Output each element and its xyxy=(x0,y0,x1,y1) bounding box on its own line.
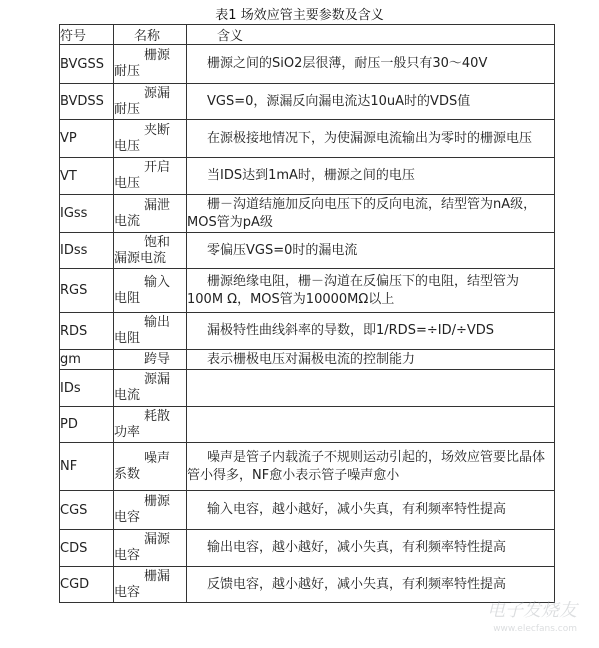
param-name-line2: 耐压 xyxy=(114,101,141,117)
param-name xyxy=(114,158,187,195)
param-meaning-text: VGS=0，源漏反向漏电流达10uA时的VDS值 xyxy=(207,93,471,109)
table-row xyxy=(60,530,555,567)
table-row xyxy=(60,407,555,443)
param-name xyxy=(114,195,187,233)
param-meaning-text: 输入电容，越小越好，减小失真，有利频率特性提高 xyxy=(207,502,507,517)
table-row xyxy=(60,491,555,530)
table-caption: 表1 场效应管主要参数及含义 xyxy=(215,8,384,23)
header-symbol: 符号 xyxy=(60,25,114,45)
param-name xyxy=(114,313,187,350)
table-row xyxy=(60,269,555,313)
param-symbol: CGD xyxy=(60,567,114,603)
param-name-line1: 噪声 xyxy=(144,450,171,466)
param-meaning-text: 输出电容，越小越好，减小失真，有利频率特性提高 xyxy=(207,540,507,555)
param-meaning-text: 反馈电容，越小越好，减小失真，有利频率特性提高 xyxy=(207,576,507,592)
param-meaning-text: 栅源绝缘电阻，栅－沟道在反偏压下的电阻，结型管为100M Ω，MOS管为10000MΩ以上 xyxy=(187,273,520,307)
table-row xyxy=(60,120,555,158)
param-symbol: gm xyxy=(60,350,114,370)
param-name xyxy=(114,567,187,603)
param-name xyxy=(114,407,187,443)
table-row xyxy=(60,233,555,269)
param-name-line2: 电压 xyxy=(114,138,141,154)
table-row xyxy=(60,370,555,407)
param-name-line1: 源漏 xyxy=(144,372,171,387)
table-row xyxy=(60,45,555,84)
param-meaning xyxy=(187,407,555,443)
param-meaning xyxy=(187,84,555,120)
param-symbol: BVGSS xyxy=(60,45,114,84)
param-name-line2: 系数 xyxy=(114,466,141,482)
param-symbol: VT xyxy=(60,158,114,195)
param-meaning xyxy=(187,370,555,407)
param-symbol: BVDSS xyxy=(60,84,114,120)
param-name-line1: 输出 xyxy=(144,315,171,330)
parameter-table xyxy=(59,24,555,603)
param-name-line2: 漏源电流 xyxy=(114,250,167,266)
watermark-logo xyxy=(467,586,577,634)
table-row xyxy=(60,195,555,233)
param-name-line1: 源漏 xyxy=(144,85,171,101)
header-row xyxy=(60,25,555,45)
param-meaning xyxy=(187,120,555,158)
param-symbol: IGss xyxy=(60,195,114,233)
param-name-line2: 电阻 xyxy=(114,331,141,346)
param-symbol: RDS xyxy=(60,313,114,350)
table-row xyxy=(60,84,555,120)
param-name-line1: 跨导 xyxy=(144,351,171,367)
param-symbol: CGS xyxy=(60,491,114,530)
param-meaning-text: 漏极特性曲线斜率的导数，即1/RDS=÷ID/÷VDS xyxy=(207,323,495,338)
param-name-line2: 耐压 xyxy=(114,64,141,79)
param-name-line1: 饱和 xyxy=(144,234,171,250)
param-name-line1: 输入 xyxy=(144,274,171,290)
header-meaning: 含义 xyxy=(187,25,555,45)
param-name xyxy=(114,350,187,370)
param-name-line1: 栅漏 xyxy=(144,568,171,584)
param-name-line1: 栅源 xyxy=(144,494,171,509)
watermark-url: www.elecfans.com xyxy=(493,624,577,634)
param-meaning xyxy=(187,443,555,491)
param-name xyxy=(114,491,187,530)
param-meaning xyxy=(187,530,555,567)
param-meaning xyxy=(187,158,555,195)
param-symbol: IDss xyxy=(60,233,114,269)
watermark-text: 电子发烧友 xyxy=(487,600,577,621)
param-name-line2: 电容 xyxy=(114,548,141,563)
param-meaning xyxy=(187,350,555,370)
param-name xyxy=(114,45,187,84)
param-symbol: NF xyxy=(60,443,114,491)
param-name-line2: 电容 xyxy=(114,584,141,600)
param-meaning-text: 零偏压VGS=0时的漏电流 xyxy=(207,242,358,258)
param-name-line2: 电容 xyxy=(114,510,141,525)
param-meaning-text: 表示栅极电压对漏极电流的控制能力 xyxy=(207,351,416,367)
param-name-line2: 电压 xyxy=(114,176,141,191)
param-meaning-text: 噪声是管子内载流子不规则运动引起的，场效应管要比晶体管小得多，NF愈小表示管子噪声愈小 xyxy=(187,449,546,483)
param-name xyxy=(114,443,187,491)
param-name-line1: 栅源 xyxy=(144,48,171,63)
table-row xyxy=(60,350,555,370)
param-name-line1: 漏泄 xyxy=(144,197,171,213)
param-name xyxy=(114,233,187,269)
param-name-line2: 电阻 xyxy=(114,290,141,306)
param-symbol: VP xyxy=(60,120,114,158)
param-name xyxy=(114,269,187,313)
param-meaning xyxy=(187,313,555,350)
header-name: 名称 xyxy=(114,25,187,45)
param-meaning-text: 栅源之间的SiO2层很薄，耐压一般只有30～40V xyxy=(207,56,488,71)
param-name-line2: 功率 xyxy=(114,424,141,440)
param-name-line1: 开启 xyxy=(144,160,171,175)
param-name xyxy=(114,120,187,158)
param-symbol: RGS xyxy=(60,269,114,313)
param-meaning xyxy=(187,233,555,269)
table-row xyxy=(60,443,555,491)
param-meaning xyxy=(187,195,555,233)
table-row xyxy=(60,158,555,195)
param-name-line2: 电流 xyxy=(114,213,141,229)
param-name xyxy=(114,84,187,120)
param-meaning xyxy=(187,45,555,84)
param-symbol: PD xyxy=(60,407,114,443)
param-meaning xyxy=(187,491,555,530)
param-meaning-text: 栅－沟道结施加反向电压下的反向电流，结型管为nA级，MOS管为pA级 xyxy=(187,196,537,230)
param-name xyxy=(114,530,187,567)
param-meaning-text: 在源极接地情况下，为使漏源电流输出为零时的栅源电压 xyxy=(207,130,533,146)
param-symbol: IDs xyxy=(60,370,114,407)
param-meaning-text: 当IDS达到1mA时，栅源之间的电压 xyxy=(207,168,415,183)
param-symbol: CDS xyxy=(60,530,114,567)
param-name-line1: 夹断 xyxy=(144,122,171,138)
param-meaning xyxy=(187,269,555,313)
param-name-line1: 漏源 xyxy=(144,532,171,547)
param-name xyxy=(114,370,187,407)
param-name-line1: 耗散 xyxy=(144,408,171,424)
table-row xyxy=(60,313,555,350)
param-name-line2: 电流 xyxy=(114,388,141,403)
